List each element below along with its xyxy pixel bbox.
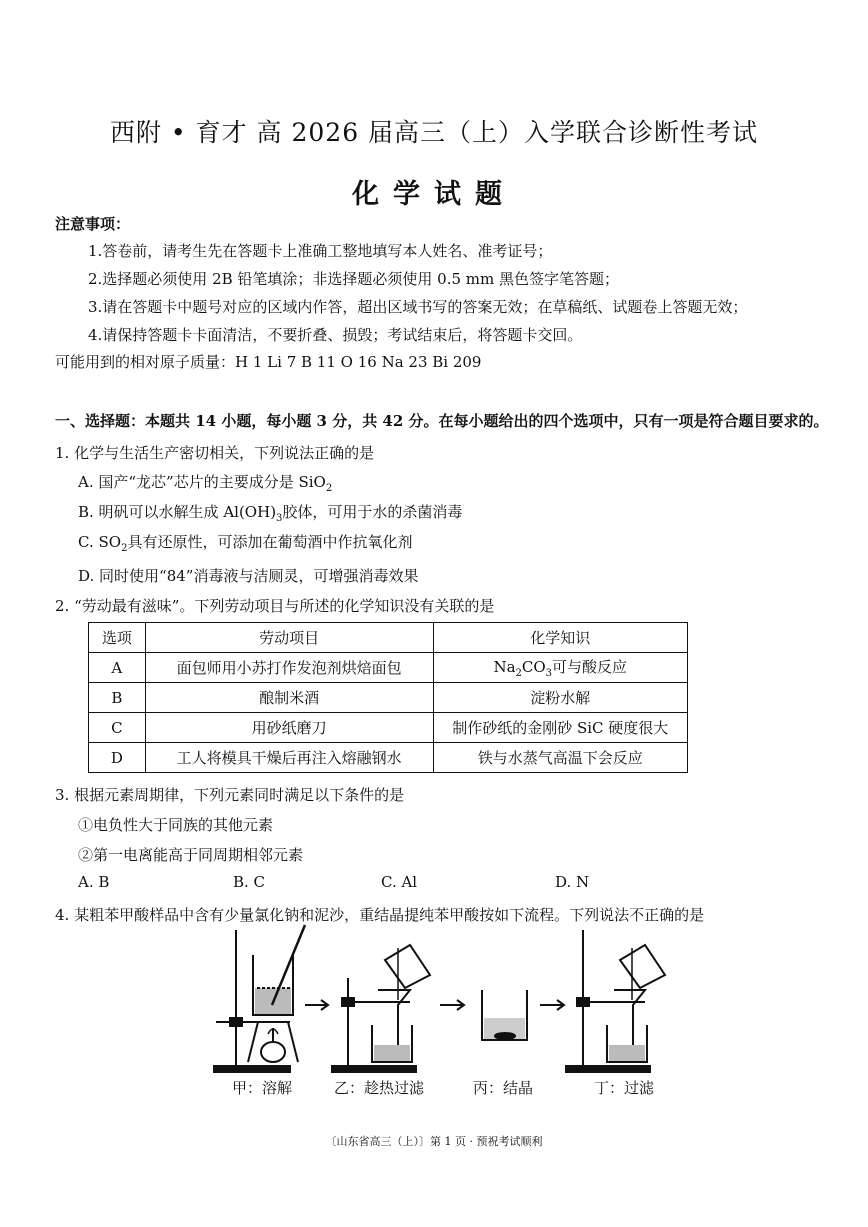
- row-labor: 用砂纸磨刀: [145, 713, 433, 743]
- row-labor: 面包师用小苏打作发泡剂烘焙面包: [145, 653, 433, 683]
- caption-filtration: 丁：过滤: [594, 1079, 655, 1097]
- row-knowledge: 淀粉水解: [433, 683, 687, 713]
- header-option: 选项: [89, 623, 146, 653]
- q3-option-d: D. N: [555, 873, 590, 891]
- subject-title: 化学试题: [352, 179, 516, 210]
- exam-title: 西附 • 育才 高 2026 届高三（上）入学联合诊断性考试: [109, 118, 759, 147]
- q3-condition-1: ①电负性大于同族的其他元素: [78, 816, 274, 834]
- page-footer: 〔山东省高三（上）〕第 1 页 · 预祝考试顺利: [325, 1135, 543, 1148]
- caption-dissolve: 甲：溶解: [232, 1079, 293, 1097]
- header-labor: 劳动项目: [145, 623, 433, 653]
- hot-filtration-apparatus: [332, 945, 430, 1072]
- filtration-apparatus: [566, 930, 665, 1072]
- row-option: C: [89, 713, 146, 743]
- note-item: 4.请保持答题卡卡面清洁，不要折叠、损毁；考试结束后，将答题卡交回。: [88, 326, 583, 344]
- caption-hot-filtration: 乙：趁热过滤: [334, 1079, 425, 1097]
- q1-option-d: D. 同时使用“84”消毒液与洁厕灵，可增强消毒效果: [78, 567, 419, 585]
- note-item: 3.请在答题卡中题号对应的区域内作答，超出区域书写的答案无效；在草稿纸、试题卷上答题无效；: [88, 298, 748, 316]
- crystallization-beaker: [482, 990, 527, 1040]
- dissolve-apparatus: [214, 925, 305, 1072]
- process-arrow-1: [305, 1000, 328, 1010]
- q3-option-c: C. Al: [381, 873, 418, 891]
- question-4-stem: 4. 某粗苯甲酸样品中含有少量氯化钠和泥沙，重结晶提纯苯甲酸按如下流程。下列说法不正确的是: [55, 906, 705, 924]
- row-labor: 酿制米酒: [145, 683, 433, 713]
- q1-option-b: B. 明矾可以水解生成 $Al(OH)_3$胶体，可用于水的杀菌消毒: [78, 503, 463, 524]
- process-arrow-3: [540, 1000, 564, 1010]
- atomic-masses: 可能用到的相对原子质量：H 1 Li 7 B 11 O 16 Na 23 Bi 209: [55, 353, 482, 371]
- question-3-stem: 3. 根据元素周期律，下列元素同时满足以下条件的是: [55, 786, 405, 804]
- note-item: 2.选择题必须使用 2B 铅笔填涂；非选择题必须使用 0.5 mm 黑色签字笔答题；: [88, 270, 620, 288]
- row-knowledge: 制作砂纸的金刚砂 SiC 硬度很大: [433, 713, 687, 743]
- row-knowledge: 铁与水蒸气高温下会反应: [433, 743, 687, 773]
- q3-option-a: A. B: [78, 873, 110, 891]
- header-knowledge: 化学知识: [433, 623, 687, 653]
- question-1-stem: 1. 化学与生活生产密切相关，下列说法正确的是: [55, 444, 375, 462]
- q1-option-c: C. $SO_2$具有还原性，可添加在葡萄酒中作抗氧化剂: [78, 533, 413, 554]
- q1-option-a: A. 国产“龙芯”芯片的主要成分是 SiO$_2$: [78, 473, 333, 494]
- q3-option-b: B. C: [233, 873, 266, 891]
- question-2-stem: 2. “劳动最有滋味”。下列劳动项目与所述的化学知识没有关联的是: [55, 597, 495, 615]
- note-item: 1.答卷前，请考生先在答题卡上准确工整地填写本人姓名、准考证号；: [88, 242, 553, 260]
- row-labor: 工人将模具干燥后再注入熔融钢水: [145, 743, 433, 773]
- row-option: A: [89, 653, 146, 683]
- caption-crystallization: 丙：结晶: [473, 1079, 534, 1097]
- process-arrow-2: [440, 1000, 464, 1010]
- section-heading: 一、选择题：本题共 14 小题，每小题 3 分，共 42 分。在每小题给出的四个选项中，只有一项是符合题目要求的。: [55, 412, 829, 430]
- q3-condition-2: ②第一电离能高于同周期相邻元素: [78, 846, 304, 864]
- notes-heading: 注意事项：: [55, 215, 131, 233]
- row-knowledge: $Na_2CO_3$可与酸反应: [433, 653, 687, 683]
- row-option: D: [89, 743, 146, 773]
- row-option: B: [89, 683, 146, 713]
